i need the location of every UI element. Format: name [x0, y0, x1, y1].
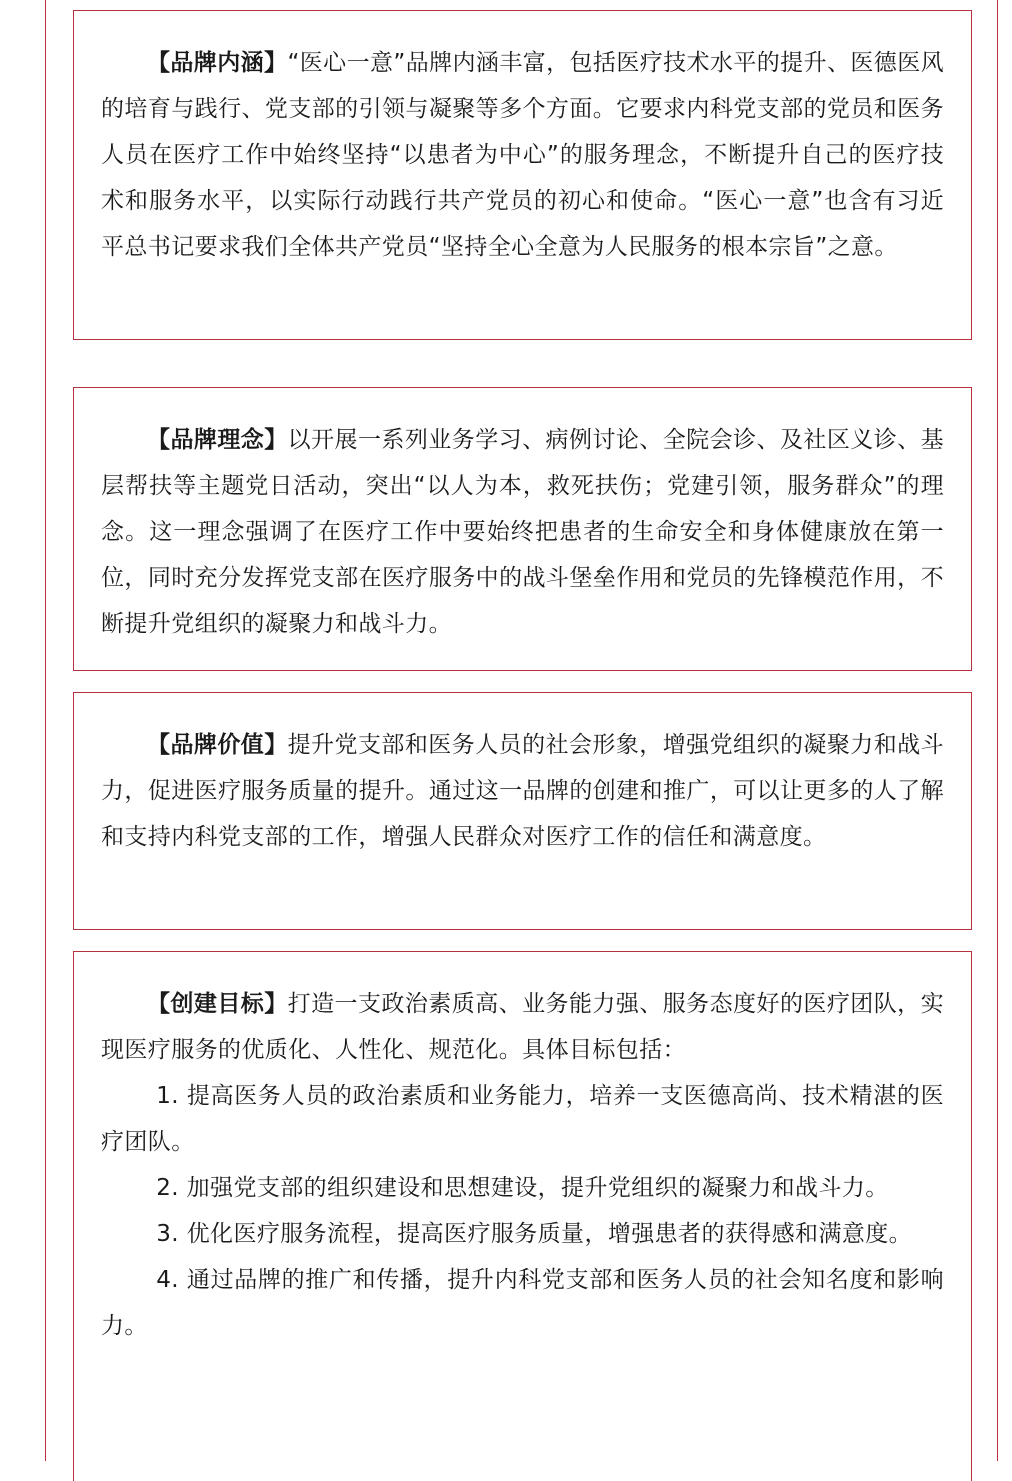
section-body	[101, 417, 944, 647]
section-body	[101, 981, 944, 1349]
section-card-brand-connotation	[73, 10, 972, 340]
section-paragraph	[101, 722, 944, 860]
section-card-creation-goals	[73, 951, 972, 1481]
section-body	[101, 722, 944, 860]
section-heading: 【创建目标】	[147, 991, 288, 1017]
section-heading: 【品牌价值】	[147, 732, 288, 758]
section-paragraph	[101, 40, 944, 270]
section-text: “医心一意”品牌内涵丰富，包括医疗技术水平的提升、医德医风的培育与践行、党支部的引领与凝聚等多个方面。它要求内科党支部的党员和医务人员在医疗工作中始终坚持“以患者为中心”的服务理念，不断提升自己的医疗技术和服务水平，以实际行动践行共产党员的初心和使命。“医心一意”也含有习近平总书记要求我们全体共产党员“坚持全心全意为人民服务的根本宗旨”之意。	[101, 50, 944, 260]
section-card-brand-value	[73, 692, 972, 930]
goal-item-4: 4. 通过品牌的推广和传播，提升内科党支部和医务人员的社会知名度和影响力。	[101, 1267, 944, 1339]
goal-item-3: 3. 优化医疗服务流程，提高医疗服务质量，增强患者的获得感和满意度。	[156, 1221, 913, 1247]
section-card-brand-philosophy	[73, 387, 972, 671]
section-text: 打造一支政治素质高、业务能力强、服务态度好的医疗团队，实现医疗服务的优质化、人性化、规范化。具体目标包括：	[101, 991, 944, 1063]
goal-item-1: 1. 提高医务人员的政治素质和业务能力，培养一支医德高尚、技术精湛的医疗团队。	[101, 1083, 944, 1155]
section-text: 以开展一系列业务学习、病例讨论、全院会诊、及社区义诊、基层帮扶等主题党日活动，突出“以人为本，救死扶伤；党建引领，服务群众”的理念。这一理念强调了在医疗工作中要始终把患者的生命安全和身体健康放在第一位，同时充分发挥党支部在医疗服务中的战斗堡垒作用和党员的先锋模范作用，不断提升党组织的凝聚力和战斗力。	[101, 427, 944, 637]
section-paragraph	[101, 417, 944, 647]
section-body	[101, 40, 944, 270]
goal-item-2: 2. 加强党支部的组织建设和思想建设，提升党组织的凝聚力和战斗力。	[156, 1175, 889, 1201]
section-paragraph	[101, 981, 944, 1073]
section-text: 提升党支部和医务人员的社会形象，增强党组织的凝聚力和战斗力，促进医疗服务质量的提升。通过这一品牌的创建和推广，可以让更多的人了解和支持内科党支部的工作，增强人民群众对医疗工作的信任和满意度。	[101, 732, 944, 850]
section-heading: 【品牌理念】	[147, 427, 288, 453]
section-heading: 【品牌内涵】	[147, 50, 288, 76]
